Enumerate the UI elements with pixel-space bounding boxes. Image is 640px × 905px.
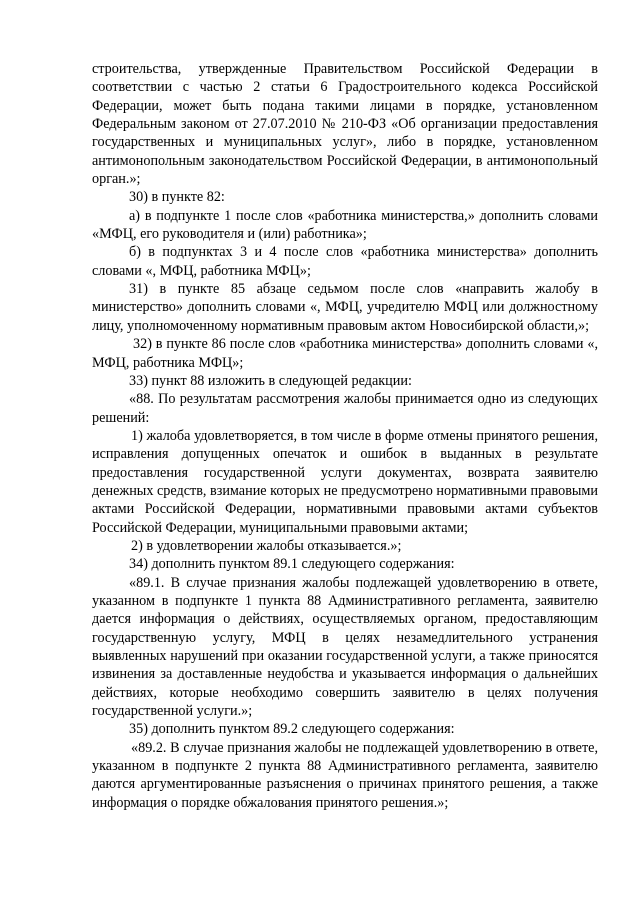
paragraph-item-32: 32) в пункте 86 после слов «работника министерства» дополнить словами «, МФЦ, работника МФЦ»;	[92, 336, 598, 371]
paragraph-item-30: 30) в пункте 82:	[129, 189, 225, 206]
paragraph-continuation: строительства, утвержденные Правительством Российской Федерации в соответствии с частью 2 статьи 6 Градостроительного кодекса Российской Федерации, может быть подана такими лицами в порядке, установленном Федеральным законом от 27.07.2010 № 210-ФЗ «Об организации предоставления государственных и муниципальных услуг», либо в порядке, установленном антимонопольным законодательством Российской Федерации, в антимонопольный орган.»;	[92, 61, 598, 188]
paragraph-item-31: 31) в пункте 85 абзаце седьмом после слов «направить жалобу в министерство» дополнить словами «, МФЦ, учредителю МФЦ или должностному лицу, уполномоченному нормативным правовым актом Новосибирской области,»;	[92, 281, 598, 334]
document-page	[92, 60, 598, 812]
paragraph-item-30b: б) в подпунктах 3 и 4 после слов «работника министерства» дополнить словами «, МФЦ, работника МФЦ»;	[92, 244, 598, 279]
paragraph-item-35: 35) дополнить пунктом 89.2 следующего содержания:	[129, 721, 455, 738]
paragraph-clause-88-1: 1) жалоба удовлетворяется, в том числе в форме отмены принятого решения, исправления допущенных опечаток и ошибок в выданных в результате предоставления государственной услуги документах, возврата заявителю денежных средств, взимание которых не предусмотрено нормативными правовыми актами Российской Федерации, нормативными правовыми актами субъектов Российской Федерации, муниципальными правовыми актами;	[92, 427, 598, 536]
paragraph-clause-88-2: 2) в удовлетворении жалобы отказывается.»;	[131, 537, 402, 554]
paragraph-clause-88: «88. По результатам рассмотрения жалобы принимается одно из следующих решений:	[92, 391, 598, 426]
paragraph-clause-89-2: «89.2. В случае признания жалобы не подлежащей удовлетворению в ответе, указанном в подпункте 2 пункта 88 Административного регламента, заявителю даются аргументированные разъяснения о причинах принятого решения, а также информация о порядке обжалования принятого решения.»;	[92, 739, 598, 811]
paragraph-clause-89-1: «89.1. В случае признания жалобы подлежащей удовлетворению в ответе, указанном в подпункте 1 пункта 88 Административного регламента, заявителю дается информация о действиях, осуществляемых органом, предоставляющим государственную услугу, МФЦ в целях незамедлительного устранения выявленных нарушений при оказании государственной услуги, а также приносятся извинения за доставленные неудобства и указывается информация о дальнейших действиях, которые необходимо совершить заявителю в целях получения государственной услуги.»;	[92, 574, 598, 720]
paragraph-item-33: 33) пункт 88 изложить в следующей редакции:	[129, 372, 412, 389]
paragraph-item-30a: а) в подпункте 1 после слов «работника министерства,» дополнить словами «МФЦ, его руководителя и (или) работника»;	[92, 207, 598, 243]
paragraph-item-34: 34) дополнить пунктом 89.1 следующего содержания:	[129, 556, 455, 573]
